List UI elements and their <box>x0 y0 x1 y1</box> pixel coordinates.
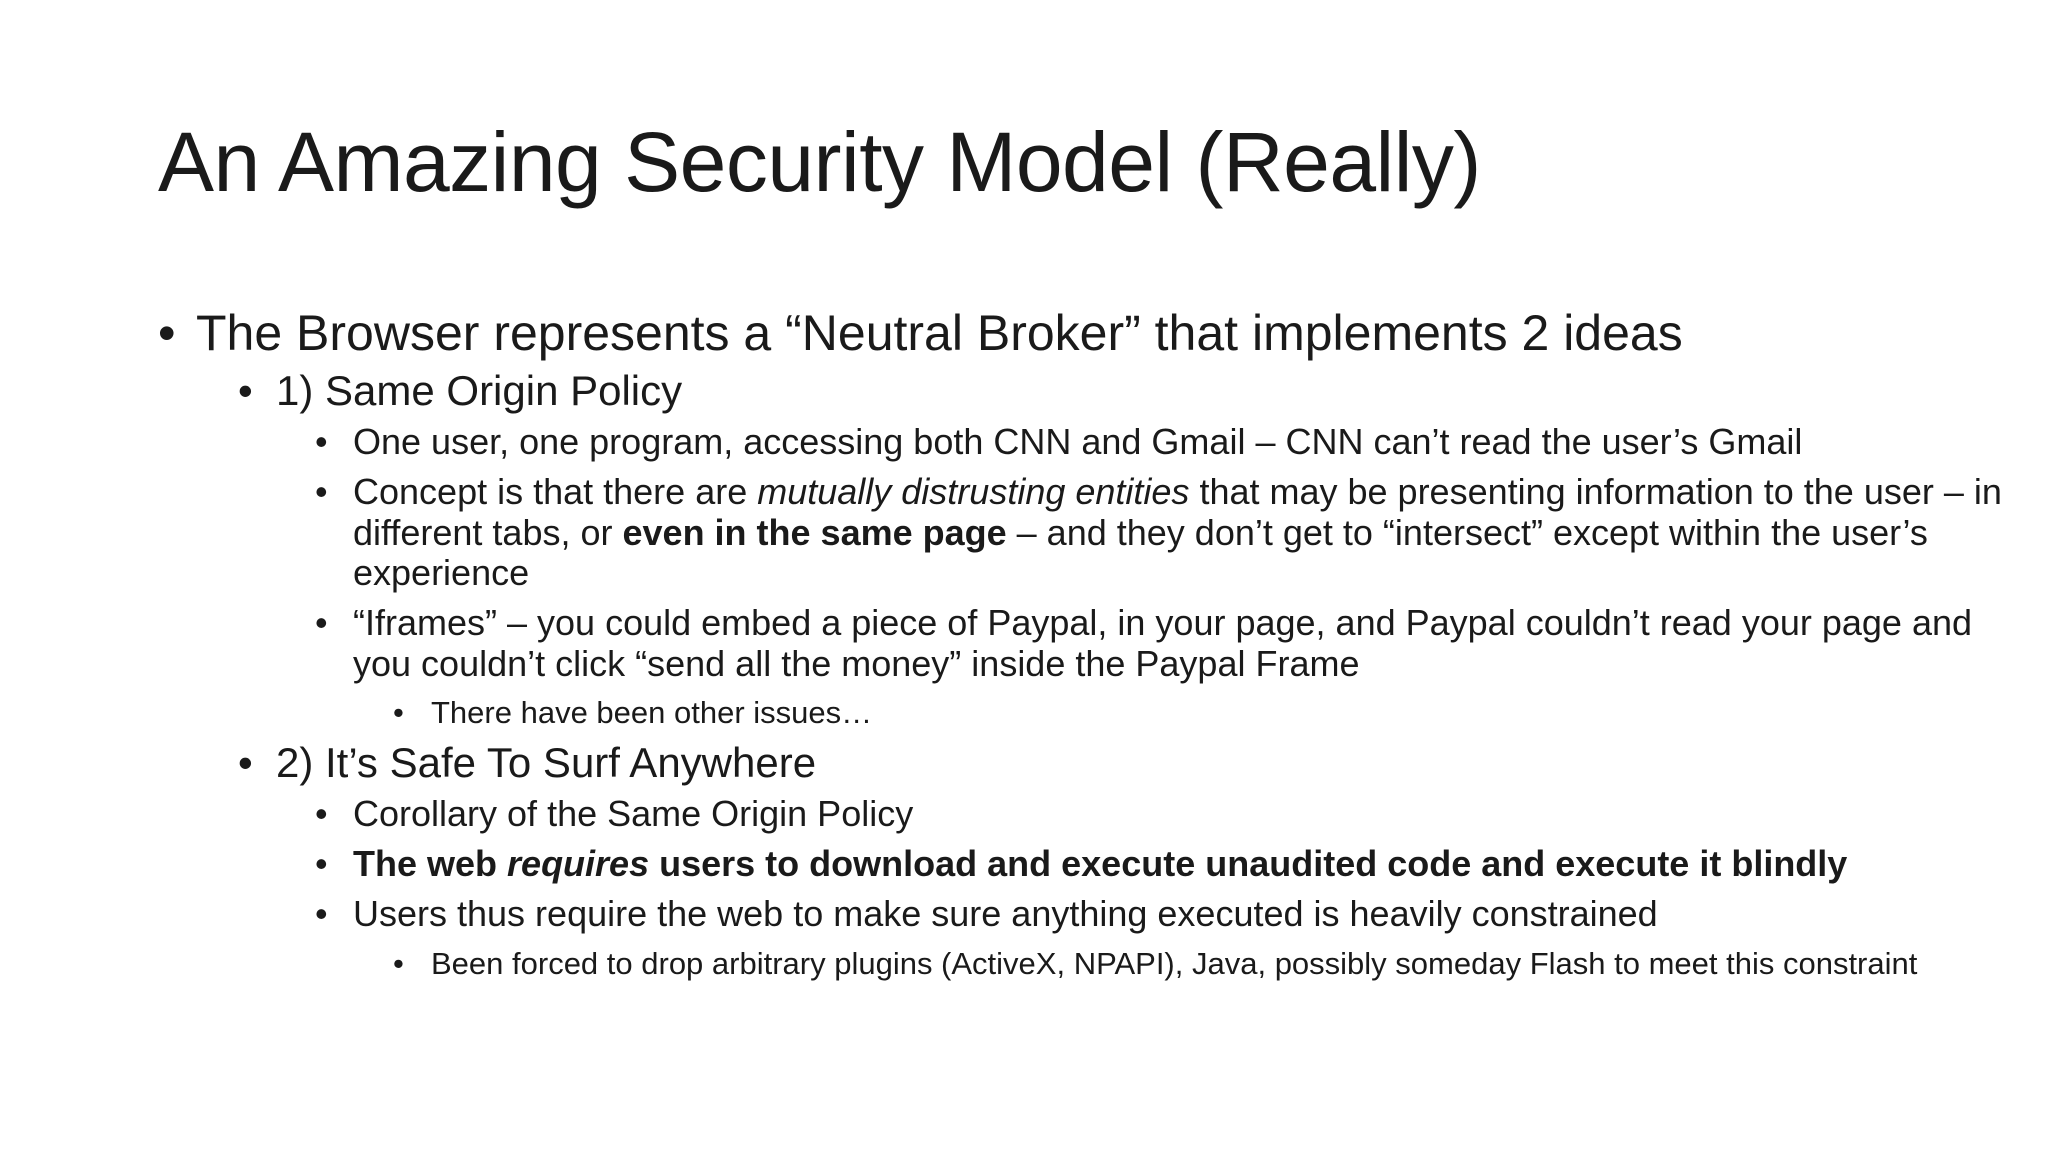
bullet-iframes <box>315 603 2008 684</box>
bullet-text-part: – and they don’t get to “intersect” except within the user’s experience <box>353 511 1928 593</box>
bullet-dot-icon: • <box>393 945 404 981</box>
bullet-dot-icon: • <box>238 738 253 786</box>
bullet-neutral-broker <box>158 305 2008 361</box>
bullet-dot-icon: • <box>315 471 328 513</box>
bullet-text-part: Concept is that there are <box>353 471 758 513</box>
bullet-drop-plugins <box>393 945 2008 983</box>
bullet-dot-icon: • <box>315 602 328 644</box>
bullet-heavily-constrained <box>315 894 2008 934</box>
bullet-distrusting-entities <box>315 472 2008 593</box>
emphasis-bold-italic: requires <box>507 843 650 884</box>
bullet-dot-icon: • <box>315 421 328 462</box>
bullet-dot-icon: • <box>315 893 328 935</box>
bullet-dot-icon: • <box>393 694 404 730</box>
bullet-text: Been forced to drop arbitrary plugins (ActiveX, NPAPI), Java, possibly someday Flash to meet this constraint <box>431 945 1918 981</box>
emphasis-bold: users to download and execute unaudited code and execute it blindly <box>649 843 1848 884</box>
emphasis-italic: mutually distrusting entities <box>757 471 1190 513</box>
bullet-web-requires <box>315 844 2008 884</box>
bullet-dot-icon: • <box>315 843 328 884</box>
bullet-list <box>158 305 2008 992</box>
bullet-text: The Browser represents a “Neutral Broker” that implements 2 ideas <box>196 305 1683 361</box>
bullet-cnn-gmail <box>315 422 2008 462</box>
bullet-text-part: that may be presenting information to the user – in different tabs, or <box>353 471 2002 553</box>
bullet-same-origin-policy <box>238 367 2008 414</box>
bullet-other-issues <box>393 694 2008 732</box>
emphasis-bold: The web <box>353 843 508 884</box>
bullet-corollary <box>315 794 2008 834</box>
bullet-safe-to-surf <box>238 738 2008 786</box>
bullet-dot-icon: • <box>238 367 253 414</box>
bullet-text: Users thus require the web to make sure anything executed is heavily constrained <box>353 893 1658 935</box>
bullet-text: There have been other issues… <box>431 694 873 730</box>
slide-title: An Amazing Security Model (Really) <box>158 115 1481 209</box>
bullet-text: Corollary of the Same Origin Policy <box>353 792 914 834</box>
bullet-text: One user, one program, accessing both CNN and Gmail – CNN can’t read the user’s Gmail <box>353 421 1803 462</box>
bullet-text: 1) Same Origin Policy <box>276 367 683 414</box>
emphasis-bold: even in the same page <box>622 511 1007 553</box>
bullet-dot-icon: • <box>158 305 176 361</box>
bullet-text: 2) It’s Safe To Surf Anywhere <box>276 738 817 786</box>
bullet-dot-icon: • <box>315 792 328 834</box>
bullet-text: “Iframes” – you could embed a piece of Paypal, in your page, and Paypal couldn’t read your page and you couldn’t click “send all the money” inside the Paypal Frame <box>353 602 1973 684</box>
